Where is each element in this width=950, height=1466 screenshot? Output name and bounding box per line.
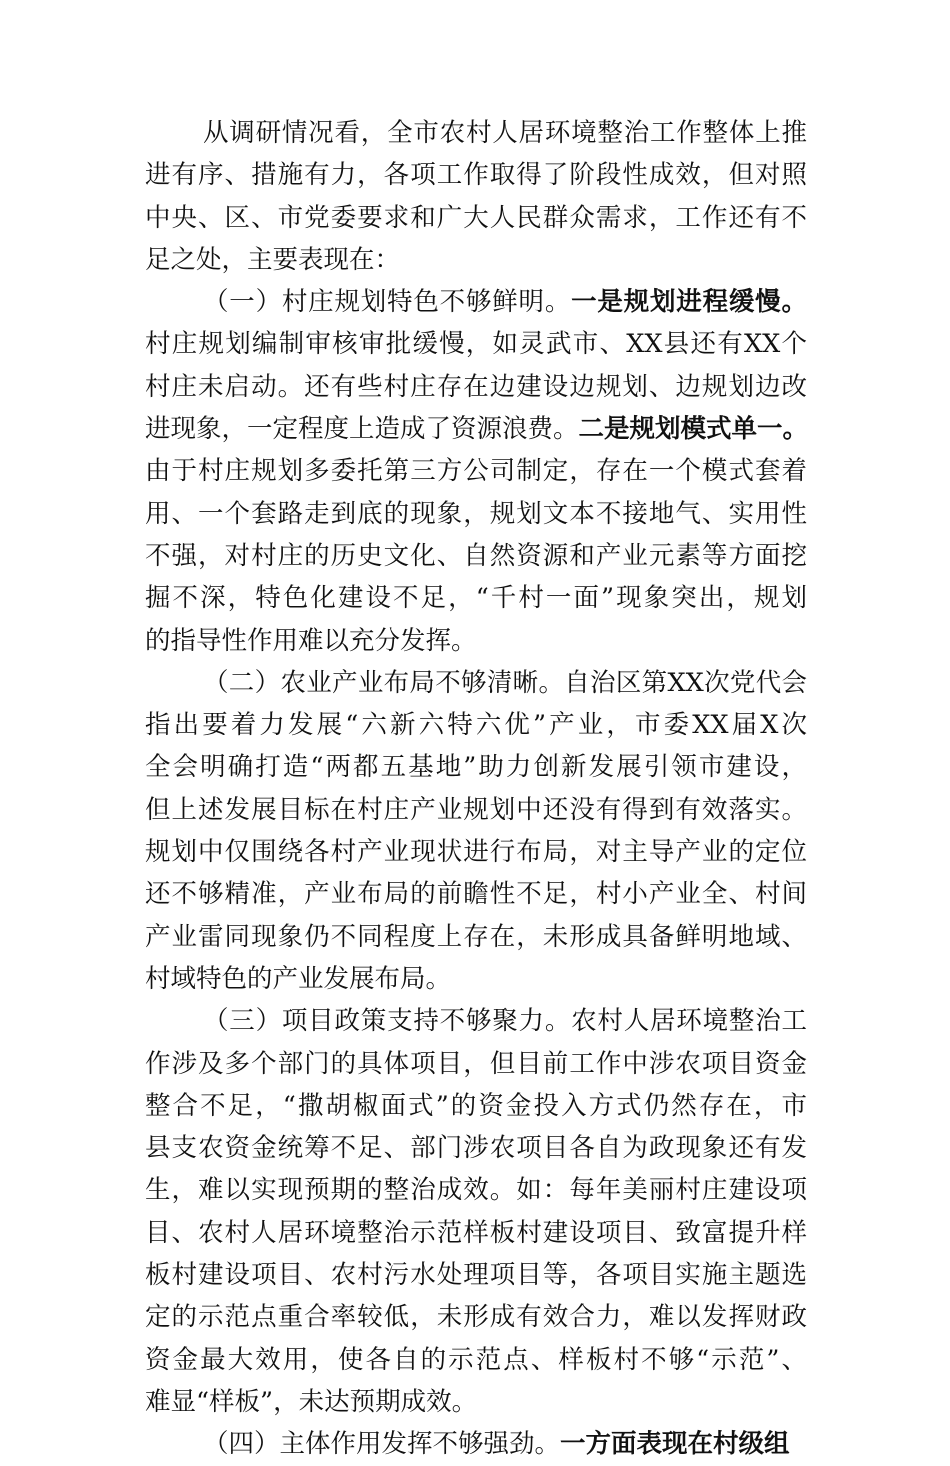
text-run: 全会明确打造“两都五基地”助力创新发展引领市建设，: [145, 752, 807, 783]
text-line: [145, 535, 807, 577]
text-line: [145, 493, 807, 535]
text-line: [145, 154, 807, 196]
text-run: 还不够精准，产业布局的前瞻性不足，村小产业全、村间: [145, 879, 807, 910]
text-run: 生，难以实现预期的整治成效。如：每年美丽村庄建设项: [145, 1175, 807, 1206]
text-run: 定的示范点重合率较低，未形成有效合力，难以发挥财政: [145, 1302, 807, 1333]
text-line: [145, 1423, 807, 1465]
text-run: （四）主体作用发挥不够强劲。: [203, 1429, 561, 1460]
text-line: [145, 789, 807, 831]
paragraph-section-1: [145, 281, 807, 662]
document-page: [145, 112, 807, 1466]
text-run: （二）农业产业布局不够清晰。自治区第XX次党代会: [203, 667, 807, 698]
text-line: [145, 408, 807, 450]
paragraph-intro: [145, 112, 807, 281]
bold-text: 二是规划模式单一。: [578, 414, 809, 445]
text-run: 产业雷同现象仍不同程度上存在，未形成具备鲜明地域、: [145, 921, 807, 952]
bold-text: 一是规划进程缓慢。: [571, 287, 807, 318]
text-run: 板村建设项目、农村污水处理项目等，各项目实施主题选: [145, 1260, 807, 1291]
text-run: 村庄未启动。还有些村庄存在边建设边规划、边规划边改: [145, 371, 807, 402]
text-run: （三）项目政策支持不够聚力。农村人居环境整治工: [203, 1006, 807, 1037]
text-run: 中央、区、市党委要求和广大人民群众需求，工作还有不: [145, 202, 807, 233]
paragraph-section-3: [145, 1000, 807, 1423]
text-run: 掘不深，特色化建设不足，“千村一面”现象突出，规划: [145, 583, 807, 614]
text-run: 整合不足，“撒胡椒面式”的资金投入方式仍然存在，市: [145, 1090, 807, 1121]
text-line: [145, 450, 807, 492]
text-run: 指出要着力发展“六新六特六优”产业，市委XX届X次: [145, 710, 807, 741]
text-line: [145, 704, 807, 746]
text-line: [145, 958, 807, 1000]
text-line: [145, 1127, 807, 1169]
text-run: 进有序、措施有力，各项工作取得了阶段性成效，但对照: [145, 160, 807, 191]
text-line: [145, 366, 807, 408]
text-run: 足之处，主要表现在：: [145, 244, 401, 275]
text-line: [145, 1000, 807, 1042]
text-line: [145, 112, 807, 154]
paragraph-section-2: [145, 662, 807, 1000]
text-line: [145, 1085, 807, 1127]
text-line: [145, 873, 807, 915]
text-line: [145, 1296, 807, 1338]
text-run: 规划中仅围绕各村产业现状进行布局，对主导产业的定位: [145, 837, 807, 868]
text-run: 难显“样板”，未达预期成效。: [145, 1386, 478, 1417]
text-line: [145, 281, 807, 323]
text-line: [145, 1254, 807, 1296]
text-line: [145, 916, 807, 958]
text-run: 县支农资金统筹不足、部门涉农项目各自为政现象还有发: [145, 1133, 807, 1164]
text-line: [145, 831, 807, 873]
text-line: [145, 746, 807, 788]
text-run: （一）村庄规划特色不够鲜明。: [203, 287, 572, 318]
text-run: 资金最大效用，使各自的示范点、样板村不够“示范”、: [145, 1344, 807, 1375]
text-line: [145, 577, 807, 619]
text-line: [145, 1169, 807, 1211]
bold-text: 一方面表现在村级组: [560, 1429, 790, 1460]
text-line: [145, 1212, 807, 1254]
text-line: [145, 1339, 807, 1381]
text-run: 但上述发展目标在村庄产业规划中还没有得到有效落实。: [145, 794, 807, 825]
text-run: 村域特色的产业发展布局。: [145, 963, 452, 994]
text-line: [145, 239, 807, 281]
text-line: [145, 1043, 807, 1085]
text-run: 村庄规划编制审核审批缓慢，如灵武市、XX县还有XX个: [145, 329, 807, 360]
text-run: 不强，对村庄的历史文化、自然资源和产业元素等方面挖: [145, 540, 807, 571]
text-line: [145, 323, 807, 365]
text-run: 用、一个套路走到底的现象，规划文本不接地气、实用性: [145, 498, 807, 529]
text-run: 作涉及多个部门的具体项目，但目前工作中涉农项目资金: [145, 1048, 807, 1079]
text-line: [145, 662, 807, 704]
text-line: [145, 1381, 807, 1423]
text-run: 的指导性作用难以充分发挥。: [145, 625, 477, 656]
text-run: 从调研情况看，全市农村人居环境整治工作整体上推: [203, 118, 807, 148]
text-run: 目、农村人居环境整治示范样板村建设项目、致富提升样: [145, 1217, 807, 1248]
text-line: [145, 620, 807, 662]
text-run: 进现象，一定程度上造成了资源浪费。: [145, 414, 579, 445]
text-run: 由于村庄规划多委托第三方公司制定，存在一个模式套着: [145, 456, 807, 487]
text-line: [145, 197, 807, 239]
paragraph-section-4: [145, 1423, 807, 1465]
